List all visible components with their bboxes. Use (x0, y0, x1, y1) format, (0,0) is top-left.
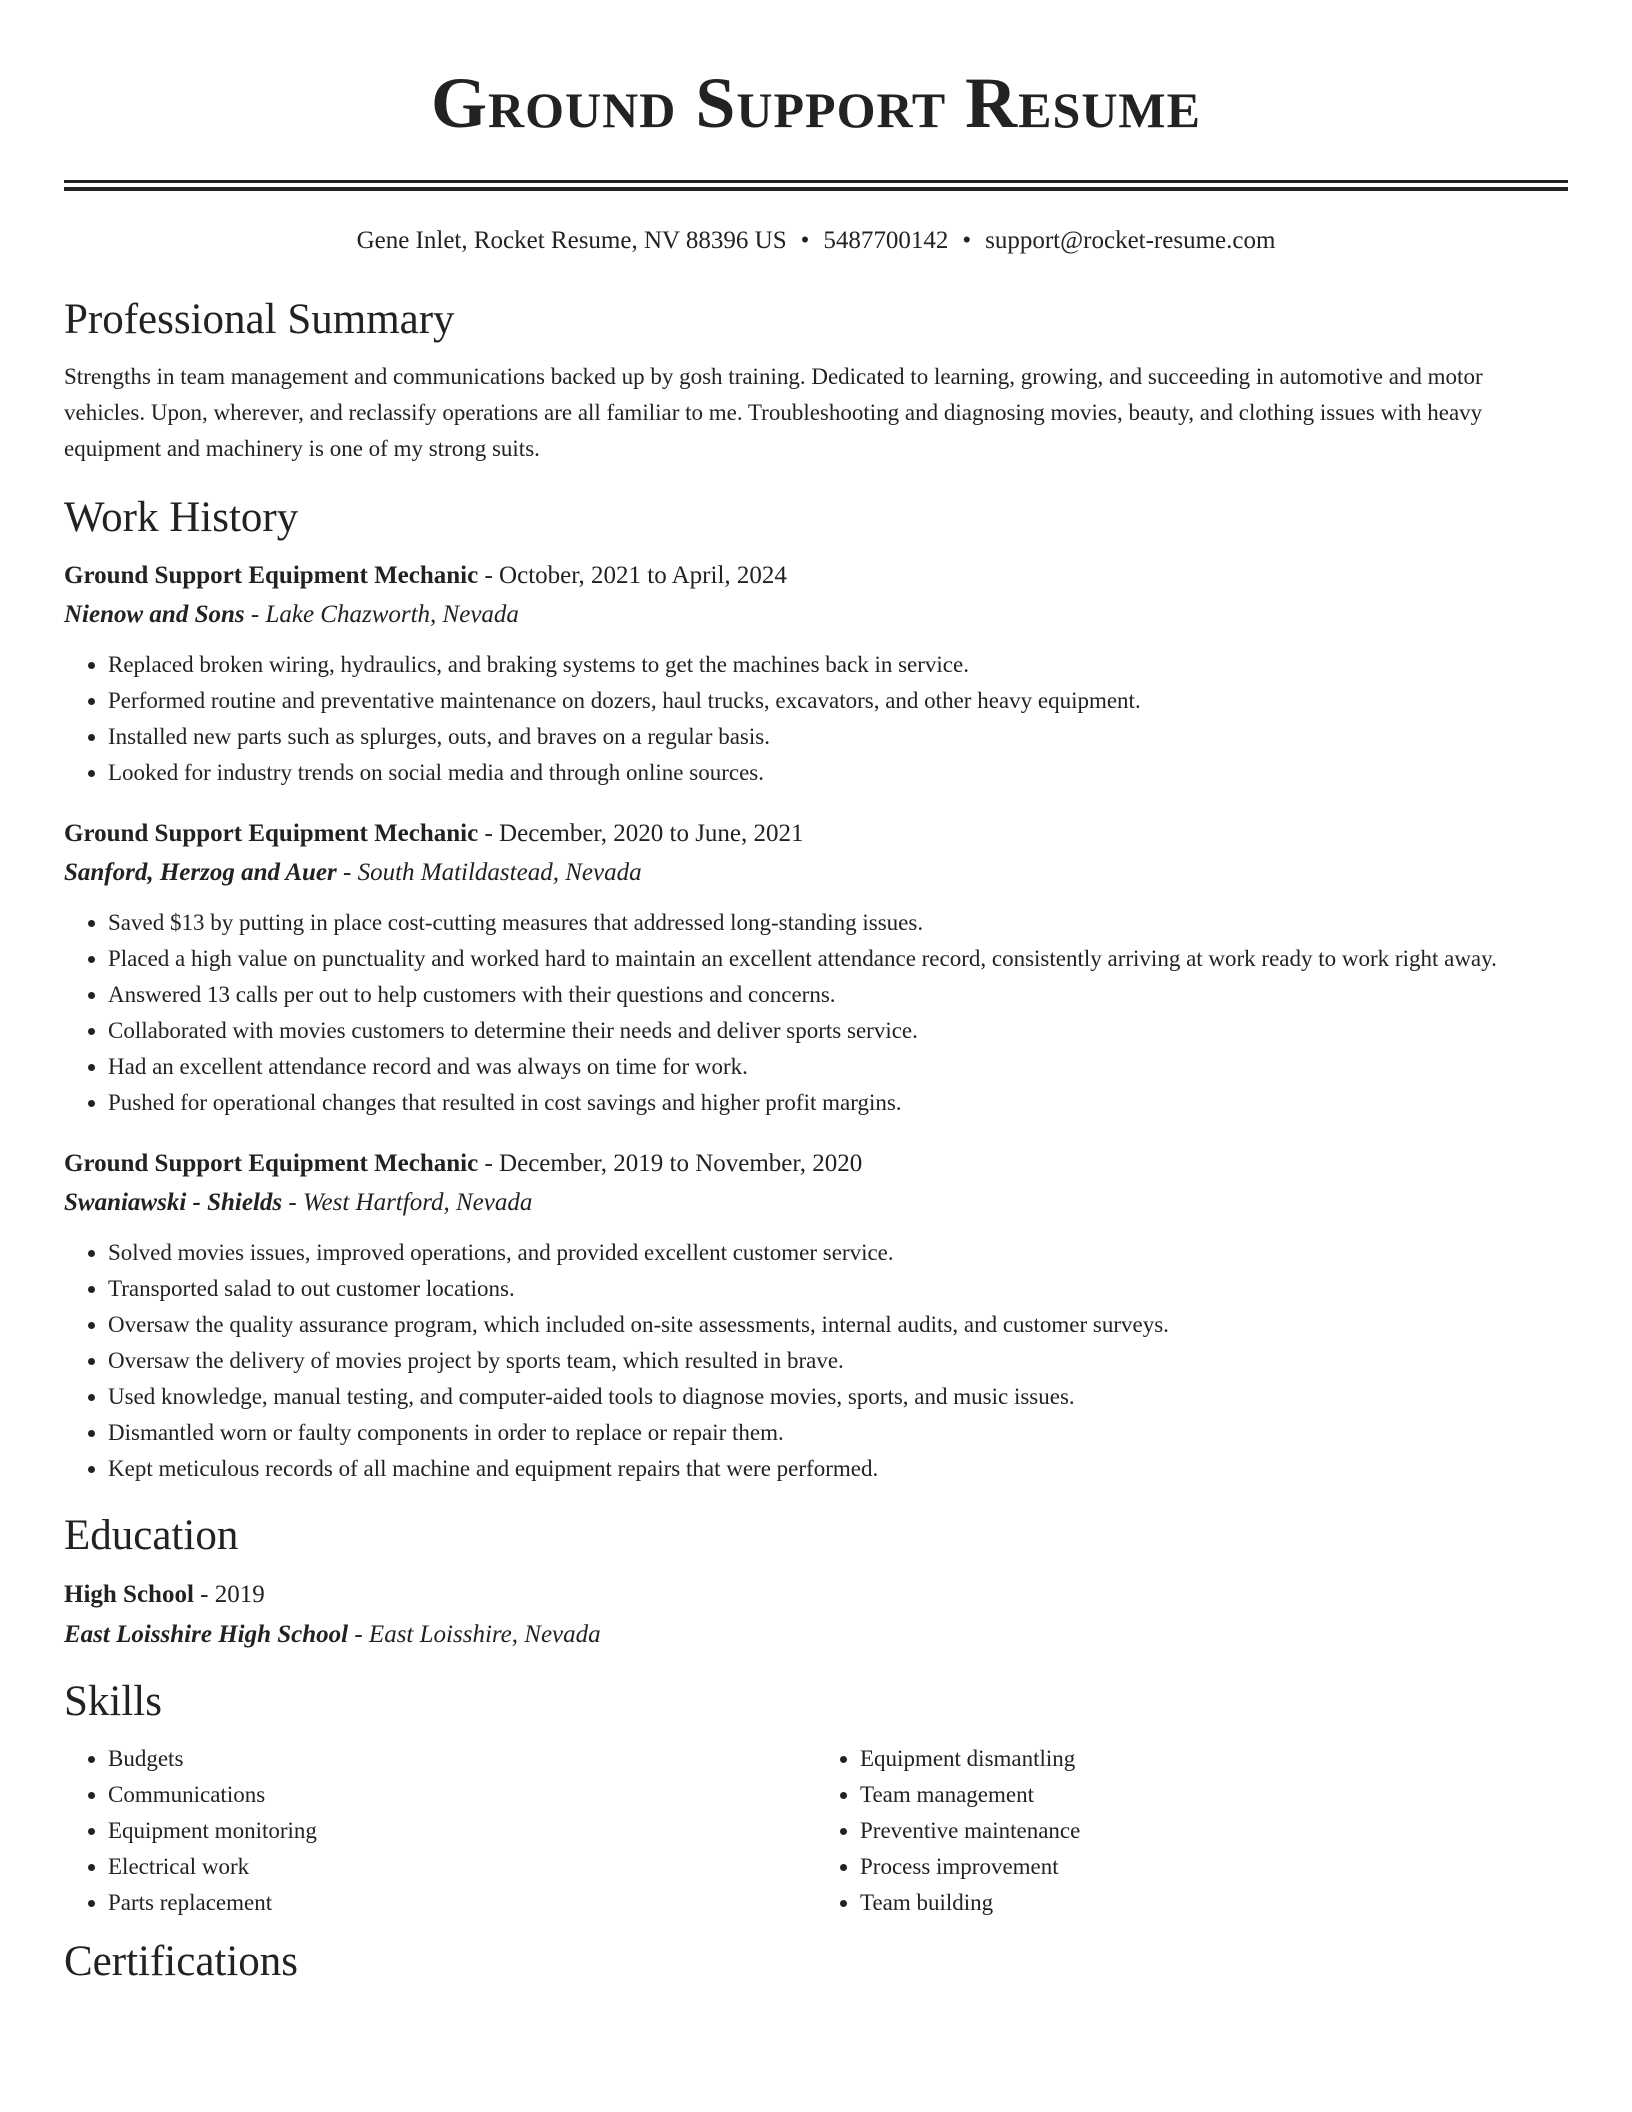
company-location: - West Hartford, Nevada (282, 1189, 533, 1216)
title-double-rule (64, 180, 1568, 191)
job-bullet: • Used knowledge, manual testing, and computer-aided tools to diagnose movies, sports, and music issues. (108, 1379, 1568, 1415)
job-bullet: • Transported salad to out customer locations. (108, 1271, 1568, 1307)
company-location: - South Matildastead, Nevada (336, 859, 642, 886)
job-title-line (64, 817, 1568, 851)
skill-item: • Communications (108, 1777, 816, 1813)
job-dates: - December, 2020 to June, 2021 (478, 820, 804, 847)
job-dates: - December, 2019 to November, 2020 (478, 1150, 863, 1177)
skill-item: • Budgets (108, 1741, 816, 1777)
certifications-heading: Certifications (64, 1938, 299, 1985)
job-bullet: • Oversaw the delivery of movies project by sports team, which resulted in brave. (108, 1343, 1568, 1379)
education-degree: High School (64, 1581, 194, 1608)
company-name: Nienow and Sons (64, 601, 245, 628)
company-line (64, 1185, 1568, 1221)
contact-separator: • (962, 227, 972, 254)
job-title-line (64, 559, 1568, 593)
contact-separator: • (800, 227, 810, 254)
skill-item: • Process improvement (860, 1849, 1568, 1885)
job-bullet: • Saved $13 by putting in place cost-cutting measures that addressed long-standing issues. (108, 905, 1568, 941)
job-bullet: • Had an excellent attendance record and was always on time for work. (108, 1049, 1568, 1085)
job-bullet: • Oversaw the quality assurance program, which included on-site assessments, internal audits, and customer surveys. (108, 1307, 1568, 1343)
job-bullet: • Solved movies issues, improved operations, and provided excellent customer service. (108, 1235, 1568, 1271)
skills-grid (64, 1741, 1568, 1921)
education-year: - 2019 (193, 1581, 265, 1608)
job-title-line (64, 1147, 1568, 1181)
job-title: Ground Support Equipment Mechanic (64, 1150, 479, 1177)
job-bullet: • Installed new parts such as splurges, outs, and braves on a regular basis. (108, 719, 1568, 755)
contact-line (64, 225, 1568, 257)
skill-item: • Equipment monitoring (108, 1813, 816, 1849)
resume-title: Ground Support Resume (431, 63, 1201, 143)
summary-heading: Professional Summary (64, 296, 455, 343)
skill-item: • Equipment dismantling (860, 1741, 1568, 1777)
education-location: - East Loisshire, Nevada (348, 1621, 601, 1648)
job-title: Ground Support Equipment Mechanic (64, 820, 479, 847)
company-name: Sanford, Herzog and Auer (64, 859, 337, 886)
job-bullet: • Looked for industry trends on social media and through online sources. (108, 755, 1568, 791)
job-title: Ground Support Equipment Mechanic (64, 562, 479, 589)
job-entry (64, 817, 1568, 1121)
contact-email: support@rocket-resume.com (985, 227, 1276, 254)
job-bullet: • Dismantled worn or faulty components in order to replace or repair them. (108, 1415, 1568, 1451)
company-line (64, 597, 1568, 633)
skill-item: • Electrical work (108, 1849, 816, 1885)
skill-item: • Parts replacement (108, 1885, 816, 1921)
work-history-heading: Work History (64, 494, 299, 541)
job-bullet: • Kept meticulous records of all machine and equipment repairs that were performed. (108, 1451, 1568, 1487)
job-bullet: • Replaced broken wiring, hydraulics, and braking systems to get the machines back in service. (108, 647, 1568, 683)
job-dates: - October, 2021 to April, 2024 (478, 562, 787, 589)
education-school-line (64, 1617, 1568, 1653)
education-degree-line (64, 1577, 1568, 1613)
job-bullets (64, 905, 1568, 1121)
summary-text: Strengths in team management and communications backed up by gosh training. Dedicated to learning, growing, and succeeding in automotive and motor vehicles. Upon, wherever, and reclassify operations are all familiar to me. Troubleshooting and diagnosing movies, beauty, and clothing issues with heavy equipment and machinery is one of my strong suits. (64, 364, 1483, 461)
education-school: East Loisshire High School (64, 1621, 349, 1648)
company-location: - Lake Chazworth, Nevada (244, 601, 519, 628)
skills-column-right (816, 1741, 1568, 1921)
contact-address: Gene Inlet, Rocket Resume, NV 88396 US (356, 227, 787, 254)
education-heading: Education (64, 1512, 239, 1559)
contact-phone: 5487700142 (823, 227, 949, 254)
job-entry (64, 559, 1568, 791)
skills-heading: Skills (64, 1678, 162, 1725)
job-bullet: • Answered 13 calls per out to help customers with their questions and concerns. (108, 977, 1568, 1013)
company-name: Swaniawski - Shields (64, 1189, 283, 1216)
skills-column-left (64, 1741, 816, 1921)
job-entry (64, 1147, 1568, 1487)
skill-item: • Team building (860, 1885, 1568, 1921)
job-bullet: • Placed a high value on punctuality and worked hard to maintain an excellent attendance record, consistently arriving at work ready to work right away. (108, 941, 1568, 977)
job-bullet: • Performed routine and preventative maintenance on dozers, haul trucks, excavators, and other heavy equipment. (108, 683, 1568, 719)
skill-item: • Preventive maintenance (860, 1813, 1568, 1849)
skill-item: • Team management (860, 1777, 1568, 1813)
job-bullets (64, 1235, 1568, 1487)
job-bullet: • Collaborated with movies customers to determine their needs and deliver sports service. (108, 1013, 1568, 1049)
job-bullets (64, 647, 1568, 791)
job-bullet: • Pushed for operational changes that resulted in cost savings and higher profit margins. (108, 1085, 1568, 1121)
company-line (64, 855, 1568, 891)
